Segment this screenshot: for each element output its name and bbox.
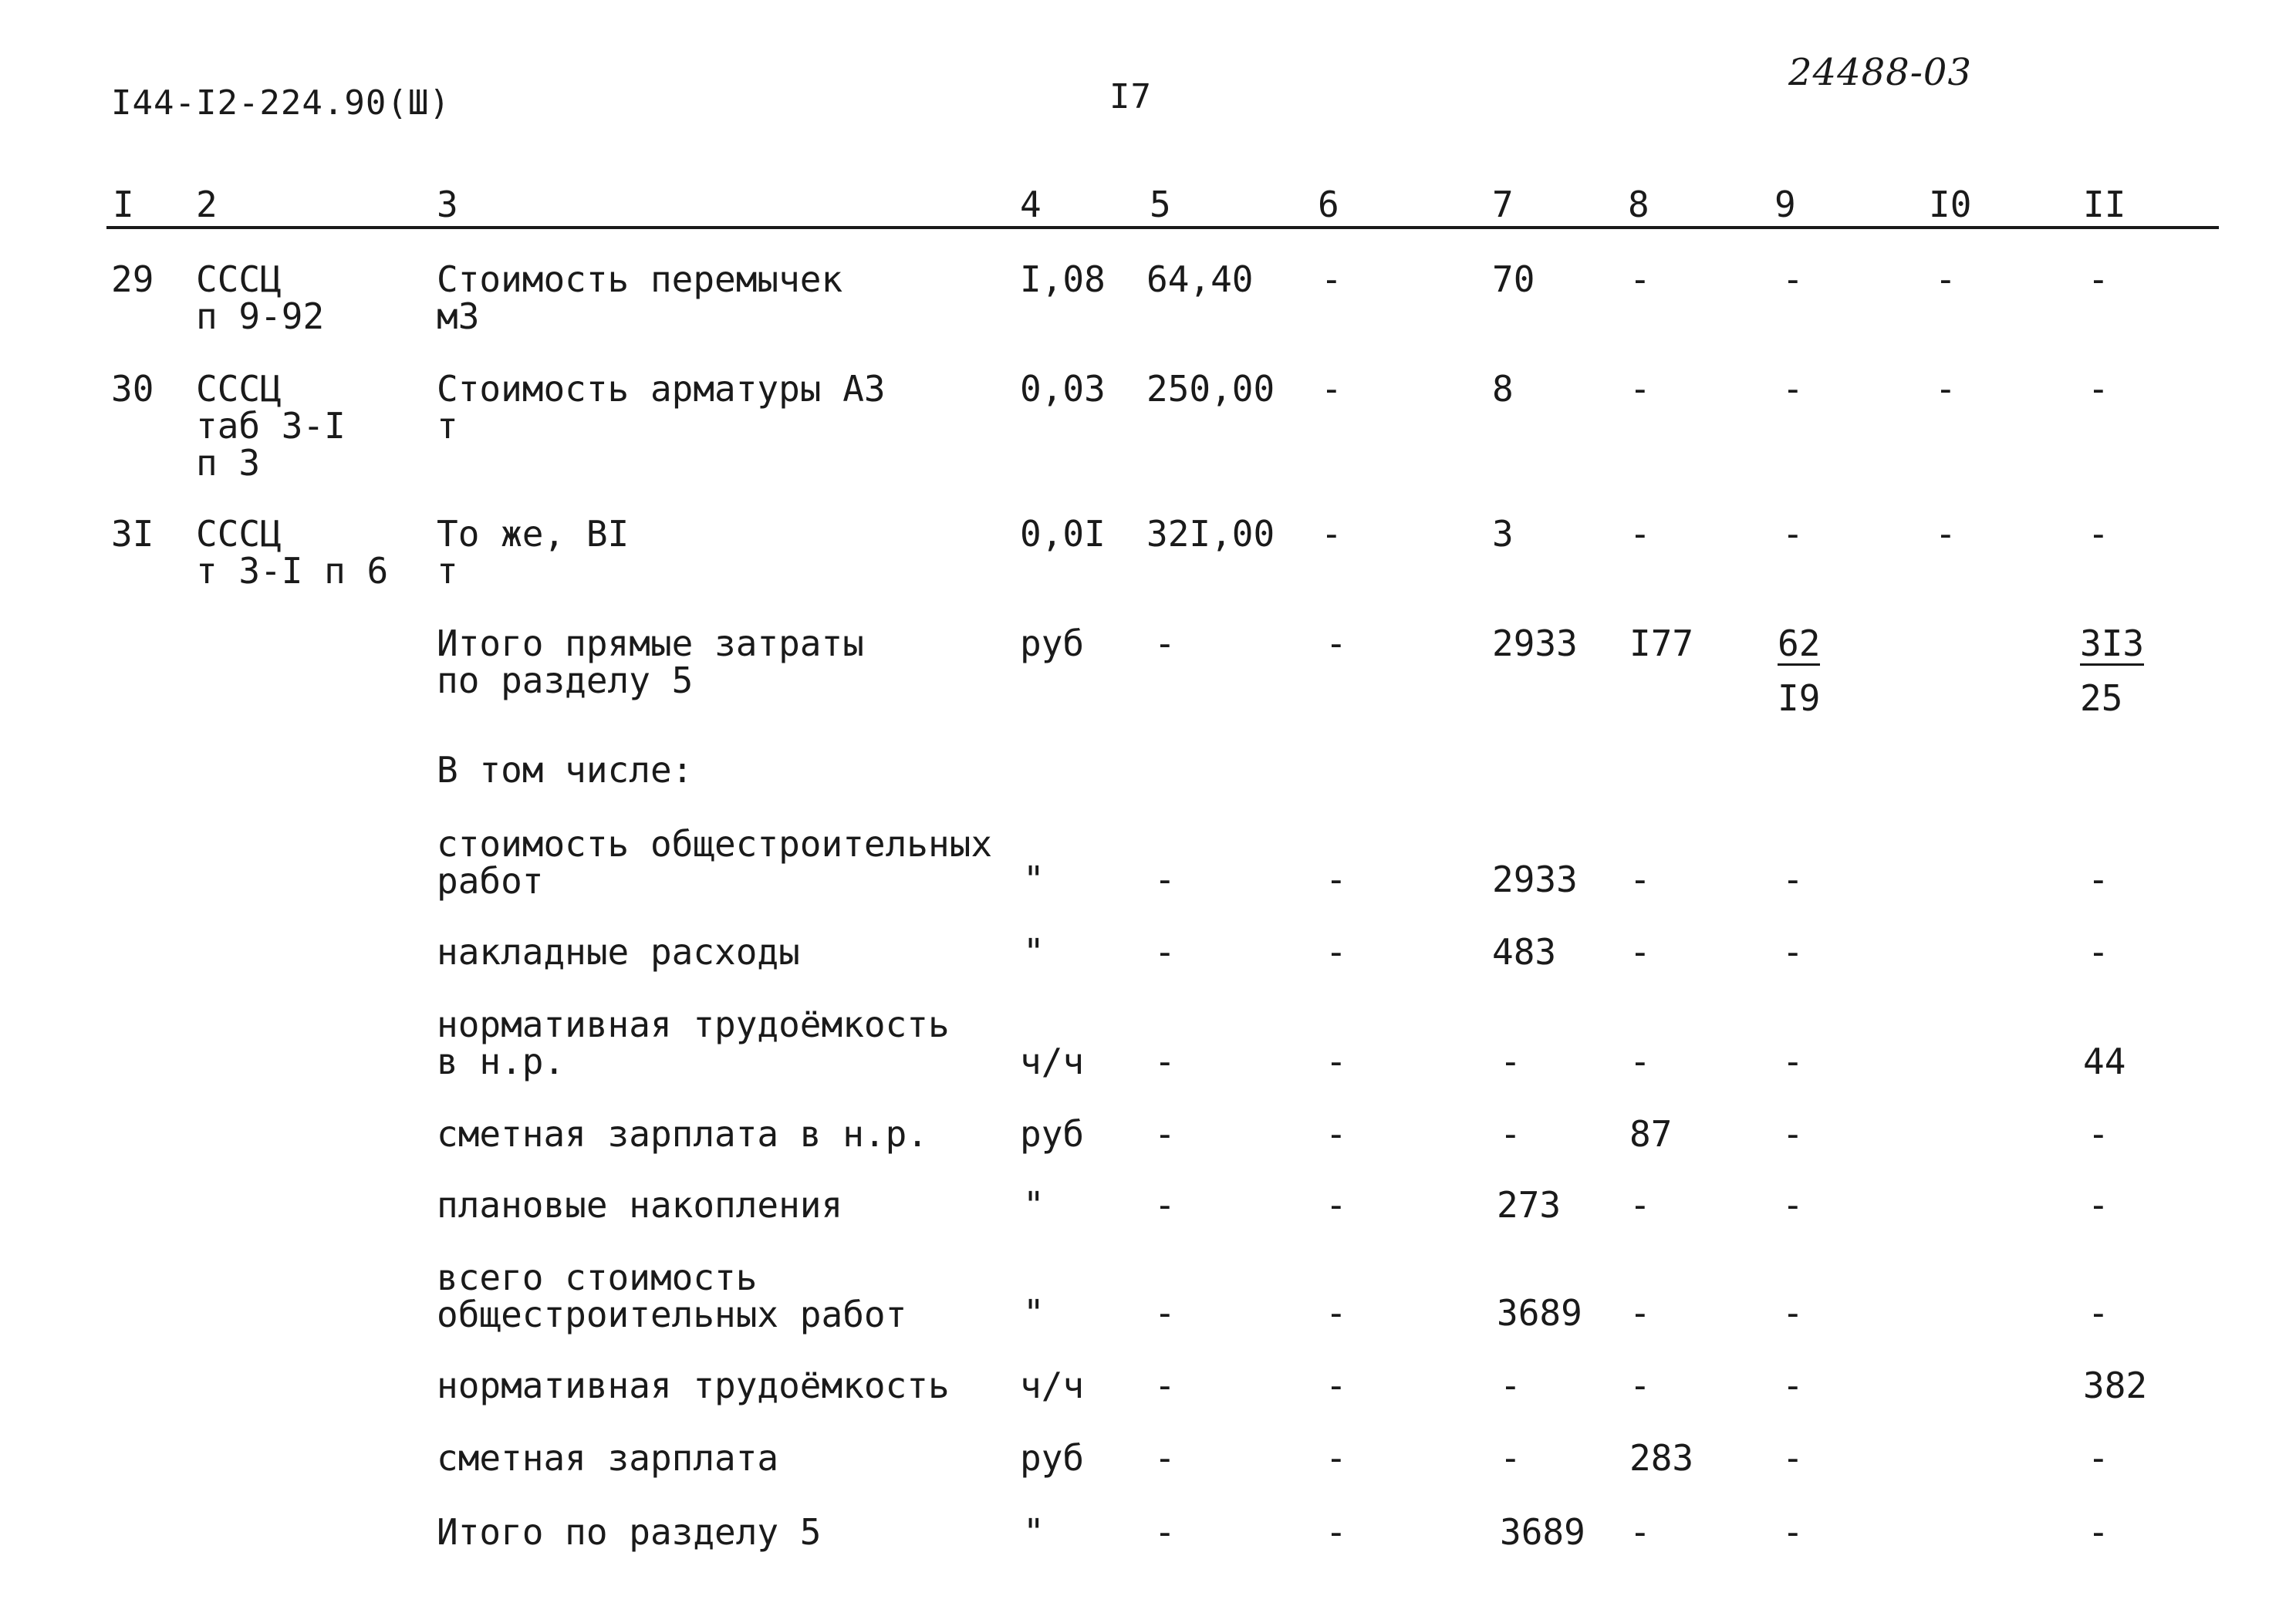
column-header-2: 2 (196, 184, 218, 225)
cell-quantity: " (1023, 1184, 1045, 1226)
cell-col9: - (1782, 1184, 1804, 1226)
cell-quantity: руб (1020, 623, 1085, 664)
cell-col8: - (1629, 931, 1651, 973)
cell-unit-price: 32I,00 (1146, 513, 1275, 555)
cell-col6: - (1325, 1511, 1347, 1553)
cell-quantity: ч/ч (1020, 1041, 1085, 1082)
cell-unit-price: - (1154, 1113, 1176, 1155)
cell-col8: 87 (1629, 1113, 1673, 1155)
cell-col11: 382 (2083, 1365, 2148, 1406)
fraction-denominator: 25 (2080, 677, 2123, 719)
cell-total: - (1500, 1041, 1521, 1082)
cell-col6: - (1325, 1437, 1347, 1479)
cell-total: 3689 (1497, 1292, 1582, 1334)
item-name: Итого по разделу 5 (437, 1511, 822, 1553)
cell-col11: - (2088, 1292, 2109, 1334)
item-name: сметная зарплата (437, 1437, 779, 1479)
cell-quantity: ч/ч (1020, 1365, 1085, 1406)
cell-col9: - (1782, 931, 1804, 973)
header-rule (106, 226, 2219, 229)
cell-col11: - (2088, 258, 2109, 300)
cell-col9: - (1782, 1511, 1804, 1553)
item-name: накладные расходы (437, 931, 800, 973)
cell-col9: - (1782, 258, 1804, 300)
cell-total: 273 (1497, 1184, 1562, 1226)
cell-unit-price: - (1154, 1511, 1176, 1553)
cell-total: 3689 (1500, 1511, 1585, 1553)
item-name: плановые накопления (437, 1184, 843, 1226)
cell-unit-price: - (1154, 1184, 1176, 1226)
cell-col6: - (1325, 859, 1347, 900)
cell-quantity: " (1023, 859, 1045, 900)
cell-col11-fraction (2080, 625, 2144, 717)
item-name: То же, ВI т (437, 513, 630, 592)
cell-col6: - (1325, 1041, 1347, 1082)
page-number: I7 (1109, 77, 1152, 116)
cell-col6: - (1325, 1365, 1347, 1406)
cell-col9: - (1782, 1437, 1804, 1479)
cell-col11: - (2088, 513, 2109, 555)
cell-col10: - (1935, 258, 1957, 300)
cell-col9: - (1782, 1365, 1804, 1406)
cell-quantity: 0,0I (1020, 513, 1106, 555)
cell-col9: - (1782, 1113, 1804, 1155)
cell-total: - (1500, 1113, 1521, 1155)
cell-col8: 283 (1629, 1437, 1694, 1479)
archive-stamp: 24488-03 (1788, 51, 1972, 94)
cell-col8: - (1629, 368, 1651, 410)
cell-unit-price: - (1154, 931, 1176, 973)
cell-col11: - (2088, 1437, 2109, 1479)
cell-quantity: руб (1020, 1113, 1085, 1155)
cell-total: 3 (1492, 513, 1514, 555)
item-name: всего стоимость общестроительных работ (437, 1257, 907, 1335)
column-header-11: II (2083, 184, 2126, 225)
cell-col9: - (1782, 1041, 1804, 1082)
cell-col11: - (2088, 1511, 2109, 1553)
cell-col10: - (1935, 513, 1957, 555)
cell-col6: - (1325, 1113, 1347, 1155)
cell-col6: - (1321, 258, 1342, 300)
column-header-4: 4 (1020, 184, 1042, 225)
fraction-numerator: 62 (1778, 623, 1821, 664)
cell-quantity: " (1023, 1292, 1045, 1334)
cell-col11: - (2088, 1113, 2109, 1155)
item-name: Итого прямые затраты по разделу 5 (437, 623, 864, 701)
column-header-9: 9 (1774, 184, 1796, 225)
price-reference: СССЦ т 3-I п 6 (196, 513, 389, 592)
cell-quantity: " (1023, 1511, 1045, 1553)
cell-total: 8 (1492, 368, 1514, 410)
cell-quantity: руб (1020, 1437, 1085, 1479)
cell-unit-price: - (1154, 1437, 1176, 1479)
item-name: Стоимость арматуры А3 т (437, 368, 886, 447)
cell-col8: - (1629, 1365, 1651, 1406)
cell-unit-price: 250,00 (1146, 368, 1275, 410)
cell-col6: - (1321, 368, 1342, 410)
cell-col8: - (1629, 1292, 1651, 1334)
fraction-denominator: I9 (1778, 677, 1821, 719)
column-header-10: I0 (1929, 184, 1972, 225)
cell-col11: - (2088, 859, 2109, 900)
cell-col8: I77 (1629, 623, 1694, 664)
cell-total: 70 (1492, 258, 1535, 300)
cell-total: 483 (1492, 931, 1557, 973)
cell-unit-price: - (1154, 859, 1176, 900)
row-number: 3I (111, 513, 154, 555)
column-header-8: 8 (1628, 184, 1649, 225)
column-header-7: 7 (1492, 184, 1514, 225)
item-name: нормативная трудоёмкость в н.р. (437, 1004, 950, 1082)
cell-col6: - (1325, 1292, 1347, 1334)
cell-col6: - (1325, 1184, 1347, 1226)
cell-unit-price: - (1154, 1365, 1176, 1406)
price-reference: СССЦ п 9-92 (196, 258, 325, 337)
cell-col6: - (1325, 623, 1347, 664)
cell-col11: 44 (2083, 1041, 2126, 1082)
row-number: 29 (111, 258, 154, 300)
cell-col9: - (1782, 513, 1804, 555)
cell-quantity: I,08 (1020, 258, 1106, 300)
cell-col8: - (1629, 1511, 1651, 1553)
cell-quantity: 0,03 (1020, 368, 1106, 410)
item-name: сметная зарплата в н.р. (437, 1113, 928, 1155)
row-number: 30 (111, 368, 154, 410)
cell-col9: - (1782, 1292, 1804, 1334)
cell-quantity: " (1023, 931, 1045, 973)
cell-col11: - (2088, 1184, 2109, 1226)
cell-col8: - (1629, 1184, 1651, 1226)
cell-total: 2933 (1492, 623, 1578, 664)
document-code: I44-I2-224.90(Ш) (111, 83, 451, 123)
item-name: нормативная трудоёмкость (437, 1365, 950, 1406)
column-header-6: 6 (1318, 184, 1339, 225)
fraction-numerator: 3I3 (2080, 623, 2145, 664)
cell-col9: - (1782, 368, 1804, 410)
cell-col10: - (1935, 368, 1957, 410)
cell-col11: - (2088, 368, 2109, 410)
cell-col8: - (1629, 258, 1651, 300)
cell-unit-price: - (1154, 1041, 1176, 1082)
cell-total: - (1500, 1437, 1521, 1479)
cell-total: - (1500, 1365, 1521, 1406)
price-reference: СССЦ таб 3-I п 3 (196, 368, 346, 484)
cell-unit-price: 64,40 (1146, 258, 1254, 300)
cell-col6: - (1321, 513, 1342, 555)
cell-col9-fraction (1778, 625, 1820, 717)
item-name: Стоимость перемычек м3 (437, 258, 843, 337)
cell-unit-price: - (1154, 623, 1176, 664)
column-header-3: 3 (437, 184, 458, 225)
cell-col8: - (1629, 859, 1651, 900)
column-header-5: 5 (1150, 184, 1171, 225)
column-header-1: I (113, 184, 134, 225)
cell-unit-price: - (1154, 1292, 1176, 1334)
section-subheading: В том числе: (437, 749, 694, 791)
cell-col9: - (1782, 859, 1804, 900)
cell-total: 2933 (1492, 859, 1578, 900)
item-name: стоимость общестроительных работ (437, 823, 993, 902)
cell-col8: - (1629, 513, 1651, 555)
cell-col6: - (1325, 931, 1347, 973)
cell-col8: - (1629, 1041, 1651, 1082)
cell-col11: - (2088, 931, 2109, 973)
